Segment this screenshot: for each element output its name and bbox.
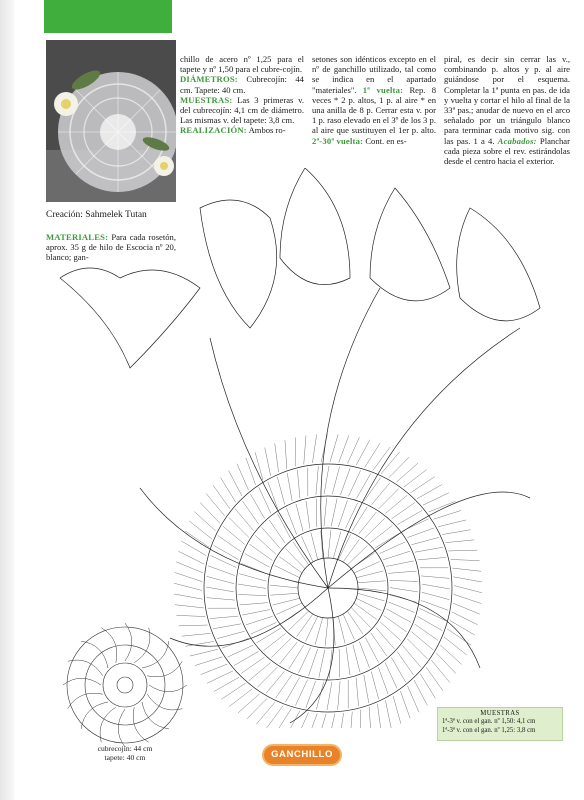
spiral-instructions: piral, es decir sin cerrar las v., combinando p. altos y p. al aire guiándose por el esquema. Completar la 1ª punta en pas. de ida y vuelta y cortar el hilo al final de la 33ª pas.; anudar de nuevo en el arco señalado por un triángulo blanco para terminar cada motivo sig. con las pas. 1 a 4. bbox=[444, 54, 570, 146]
header-color-band bbox=[44, 0, 172, 33]
round-2-30-label: 2ª-30ª vuelta: bbox=[312, 135, 364, 146]
realization-label: REALIZACIÓN: bbox=[180, 125, 247, 136]
legend-line-1: 1ª-3ª v. con el gan. nº 1,50: 4,1 cm bbox=[442, 718, 536, 726]
legend-line-2: 1ª-3ª v. con el gan. nº 1,25: 3,8 cm bbox=[442, 726, 536, 734]
diameters-text: Cubrecojín: 44 cm. Tapete: 40 cm. bbox=[180, 74, 304, 95]
text-column-2 bbox=[180, 54, 304, 136]
samples-label: MUESTRAS: bbox=[180, 94, 233, 105]
finishing-label: Acabados: bbox=[497, 135, 537, 146]
samples-legend bbox=[437, 707, 563, 741]
doily-layout-thumbnail bbox=[52, 612, 198, 758]
doily-size: tapete: 40 cm bbox=[104, 753, 146, 762]
page-edge bbox=[0, 0, 14, 800]
text-column-3 bbox=[312, 54, 436, 146]
round-2-30-text: Cont. en es- bbox=[365, 135, 407, 146]
size-caption bbox=[70, 744, 180, 762]
text-column-4 bbox=[444, 54, 570, 166]
realization-text: Ambos ro- bbox=[248, 125, 286, 136]
instructions-text: setones son idénticos excepto en el nº de ganchillo utilizado, tal como se indica en el apartado "materiales". bbox=[312, 54, 436, 95]
finishing-text: Planchar cada pieza sobre el rev. estirándolas desde el centro hacia el exterior. bbox=[444, 135, 570, 167]
round-1-text: Rep. 8 veces * 2 p. altos, 1 p. al aire * en una anilla de 8 p. Cerrar esta v. por 1 p. raso elevado en el 3º de los 3 p. al aire que sustituyen el 1er p. alto. bbox=[312, 84, 436, 136]
ganchillo-logo: GANCHILLO bbox=[262, 744, 342, 766]
legend-title: MUESTRAS bbox=[480, 710, 520, 717]
round-1-label: 1ª vuelta: bbox=[362, 84, 404, 95]
materials-label: MATERIALES: bbox=[46, 232, 109, 242]
designer-credit: Creación: Sahmelek Tutan bbox=[46, 210, 147, 220]
materials-text: Para cada rosetón, aprox. 35 g de hilo de Escocia nº 20, blanco; gan- bbox=[46, 232, 176, 263]
cushion-size: cubrecojín: 44 cm bbox=[97, 744, 153, 753]
diameters-label: DIÁMETROS: bbox=[180, 74, 238, 85]
materials-continued: chillo de acero nº 1,25 para el tapete y nº 1,50 para el cubre-cojín. bbox=[180, 54, 304, 75]
samples-text: Las 3 primeras v. del cubrecojín: 4,1 cm de diámetro. Las mismas v. del tapete: 3,8 cm. bbox=[180, 94, 304, 126]
